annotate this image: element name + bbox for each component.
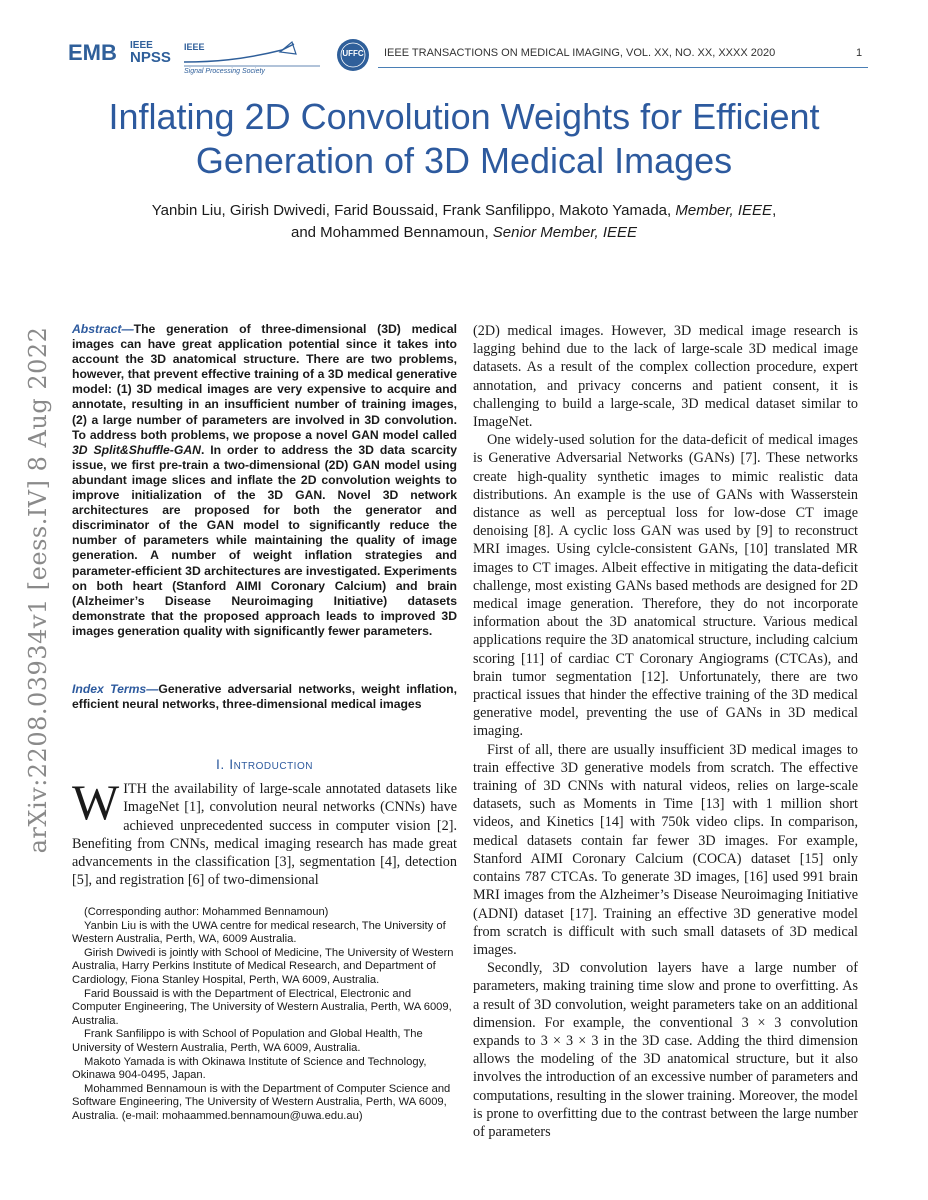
abstract-text-2: . In order to address the 3D data scarcity issue, we first pre-train a two-dimensional (2D) GAN model using abundant image slices and inflate the 2D convolution weights to improve initialization of the 3D GAN. Novel 3D network architectures are proposed for both the generator and discriminator of the GAN model to significantly reduce the number of parameters while maintaining the quality of image generation. A number of weight inflation strategies and parameter-efficient 3D architectures are investigated. Experiments on both heart (Stanford AIMI Coronary Calcium) and brain (Alzheimer’s Disease Neuroimaging Initiative) datasets demonstrate that the proposed approach leads to improved 3D images generation quality with significantly fewer parameters. bbox=[72, 442, 457, 638]
arxiv-stamp bbox=[18, 320, 58, 860]
footnote: Yanbin Liu is with the UWA centre for medical research, The University of Western Australia, Perth, WA, 6009 Australia. bbox=[72, 919, 446, 946]
sps-logo bbox=[182, 40, 322, 78]
author-line-1 bbox=[40, 200, 888, 222]
uffc-logo bbox=[336, 38, 370, 72]
footnotes bbox=[72, 906, 457, 1124]
author-names-1: Yanbin Liu, Girish Dwivedi, Farid Boussaid, Frank Sanfilippo, Makoto Yamada, bbox=[151, 202, 672, 219]
author-list bbox=[40, 200, 888, 244]
svg-text:IEEE: IEEE bbox=[184, 42, 205, 52]
intro-paragraph bbox=[72, 774, 457, 890]
sps-logo-text: Signal Processing Society bbox=[184, 68, 265, 75]
footnote: Girish Dwivedi is jointly with School of Medicine, The University of Western Australia, Harry Perkins Institute of Medical Research, and Department of Cardiology, Fiona Stanley Hospital, Perth, WA 6009, Australia. bbox=[72, 946, 454, 986]
npss-logo bbox=[130, 40, 171, 64]
index-terms-text: Generative adversarial networks, weight inflation, efficient neural networks, three-dimensional medical images bbox=[72, 682, 457, 712]
author-line-2 bbox=[40, 222, 888, 244]
section-title: Introduction bbox=[229, 756, 313, 772]
paper-title: Inflating 2D Convolution Weights for Efficient Generation of 3D Medical Images bbox=[108, 96, 820, 181]
footnote: Frank Sanfilippo is with School of Population and Global Health, The University of Western Australia, Perth, WA 6009, Australia. bbox=[72, 1028, 423, 1054]
footnote: Makoto Yamada is with Okinawa Institute of Science and Technology, Okinawa 904-0495, Japan. bbox=[72, 1055, 427, 1082]
emb-logo-text: EMB bbox=[68, 40, 117, 65]
npss-logo-main: NPSS bbox=[130, 49, 171, 66]
section-heading bbox=[72, 756, 457, 772]
footnote: Mohammed Bennamoun is with the Department of Computer Science and Software Engineering, The University of Western Australia, Perth, WA 6009, Australia. (e-mail: mohaammed.bennamoun@uwa.edu.au) bbox=[72, 1082, 451, 1122]
author-membership-1: Member, IEEE bbox=[675, 202, 773, 219]
header-rule bbox=[378, 67, 868, 68]
index-terms bbox=[72, 682, 457, 712]
arxiv-stamp-text: arXiv:2208.03934v1 [eess.IV] 8 Aug 2022 bbox=[24, 326, 52, 854]
abstract-label: Abstract— bbox=[72, 322, 134, 336]
section-number: I. bbox=[216, 756, 225, 772]
intro-dropcap: W bbox=[72, 774, 120, 830]
body-paragraph: First of all, there are usually insufficient 3D medical images to train effective 3D generative models from scratch. The effective training of 3D CNNs with natural videos, relies on large-scale datasets, such as Moments in Time [13] with 1 million short videos, and Kinetics [14] with 750k video clips. In comparison, medical datasets contain far fewer 3D images. For example, Stanford AIMI Coronary Calcium (COCA) dataset [15] only contains 787 CTCAs. To generate 3D images, [16] used 991 brain MRI images from the Alzheimer’s Disease Neuroimaging Initiative (ADNI) dataset [17]. Training an effective 3D generative model from scratch is difficult with such small datasets of 3D medical images. bbox=[473, 741, 858, 958]
author-membership-2: Senior Member, IEEE bbox=[492, 224, 638, 241]
right-column bbox=[473, 322, 858, 1141]
emb-logo bbox=[68, 40, 117, 66]
abstract-model-name: 3D Split&Shuffle-GAN bbox=[72, 442, 201, 457]
footnote: (Corresponding author: Mohammed Bennamoun) bbox=[84, 906, 329, 918]
footnote: Farid Boussaid is with the Department of Electrical, Electronic and Computer Engineering, The University of Western Australia, Perth, WA 6009, Australia. bbox=[72, 987, 452, 1027]
author-names-2: and Mohammed Bennamoun, bbox=[290, 224, 489, 241]
abstract bbox=[72, 322, 457, 639]
author-line-1-end: , bbox=[772, 202, 777, 219]
index-terms-label: Index Terms— bbox=[72, 682, 159, 696]
body-paragraph: Secondly, 3D convolution layers have a large number of parameters, making training time slow and prone to overfitting. As a result of 3D convolution, weight parameters take on an additional dimension. For example, the conventional 3 × 3 convolution expands to 3 × 3 × 3 in the 3D case. Adding the third dimension allows the modeling of the 3D anatomical structure, but it also involves the introduction of an excessive number of parameters and computations, resulting in the slower training. Moreover, the model is prone to overfitting due to the contrast between the large number of parameters bbox=[473, 960, 858, 1140]
page-number: 1 bbox=[856, 47, 863, 59]
npss-logo-top: IEEE bbox=[130, 40, 153, 51]
body-paragraph: One widely-used solution for the data-deficit of medical images is Generative Adversarial Networks (GANs) [7]. These networks create high-quality synthetic images to mimic realistic data distributions. An example is the use of GANs with Wasserstein distance as well as perceptual loss for low-dose CT image denoising [8]. A cyclic loss GAN was used by [9] to reconstruct MRI images. Using cylcle-consistent GANs, [10] translated MR images to CT images. Albeit effective in mitigating the data-deficit challenge, most existing GANs based methods are designed for 2D medical image generation. Therefore, they do not incorporate information about the 3D anatomical structure. Various medical applications require the 3D anatomical structure, including calcium scoring [11] of cardiac CT Coronary Angiograms (CTCAs), and brain tumor segmentation [12]. Unfortunately, there are two practical issues that hinder the effective training of the 3D medical generative model, preventing the use of GANs in 3D medical imaging. bbox=[473, 432, 858, 740]
abstract-text-1: The generation of three-dimensional (3D) medical images can have great application potential since it takes into account the 3D anatomical structure. There are two problems, however, that prevent effective training of a 3D medical generative model: (1) 3D medical images are very expensive to acquire and annotate, resulting in an insufficient number of training images, (2) a large number of parameters are involved in 3D convolution. To address both problems, we propose a novel GAN model called bbox=[72, 322, 457, 442]
body-paragraph: (2D) medical images. However, 3D medical image research is lagging behind due to the lack of large-scale 3D medical image datasets. As a result of the complex collection procedure, expert annotation, and privacy concerns and patient consent, it is challenging to build a large-scale, 3D medical dataset similar to ImageNet. bbox=[473, 323, 858, 431]
intro-text: ITH the availability of large-scale annotated datasets like ImageNet [1], convolution neural networks (CNNs) have achieved unprecedented success in computer vision [2]. Benefiting from CNNs, medical imaging research has made great advancements in the classification [3], segmentation [4], detection [5], and registration [6] of two-dimensional bbox=[72, 781, 457, 889]
journal-header: IEEE TRANSACTIONS ON MEDICAL IMAGING, VOL. XX, NO. XX, XXXX 2020 bbox=[384, 47, 776, 59]
uffc-logo-text: UFFC bbox=[342, 49, 364, 58]
